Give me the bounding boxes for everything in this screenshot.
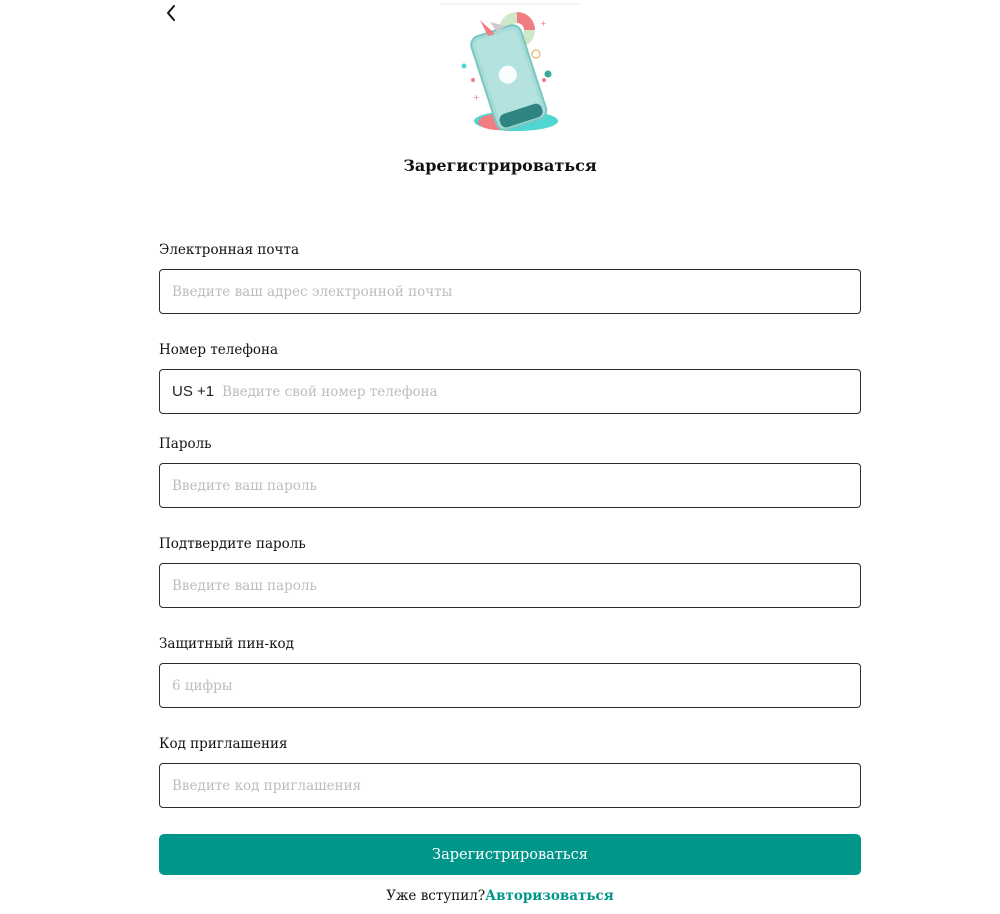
page-title: Зарегистрироваться (403, 156, 597, 175)
email-input[interactable] (160, 270, 860, 313)
password-field[interactable] (159, 463, 861, 508)
phone-illustration (440, 0, 580, 140)
country-code-selector[interactable]: US +1 (172, 383, 215, 400)
svg-text:+: + (473, 93, 480, 102)
pin-input[interactable] (160, 664, 860, 707)
confirm-password-input[interactable] (160, 564, 860, 607)
pin-label: Защитный пин-код (159, 636, 294, 652)
already-joined-text: Уже вступил? (386, 888, 486, 904)
chevron-left-icon (165, 4, 177, 22)
email-label: Электронная почта (159, 242, 299, 258)
invite-code-field[interactable] (159, 763, 861, 808)
pin-field[interactable] (159, 663, 861, 708)
invite-code-input[interactable] (160, 764, 860, 807)
login-link[interactable]: Авторизоваться (485, 888, 614, 904)
password-label: Пароль (159, 436, 212, 452)
confirm-password-field[interactable] (159, 563, 861, 608)
email-field[interactable] (159, 269, 861, 314)
register-button[interactable]: Зарегистрироваться (159, 834, 861, 875)
phone-label: Номер телефона (159, 342, 279, 358)
login-prompt (0, 888, 1000, 904)
phone-field[interactable] (159, 369, 861, 414)
svg-text:+: + (540, 19, 547, 28)
password-input[interactable] (160, 464, 860, 507)
confirm-password-label: Подтвердите пароль (159, 536, 306, 552)
invite-code-label: Код приглашения (159, 736, 288, 752)
phone-input[interactable] (214, 370, 860, 413)
back-button[interactable] (160, 0, 182, 26)
